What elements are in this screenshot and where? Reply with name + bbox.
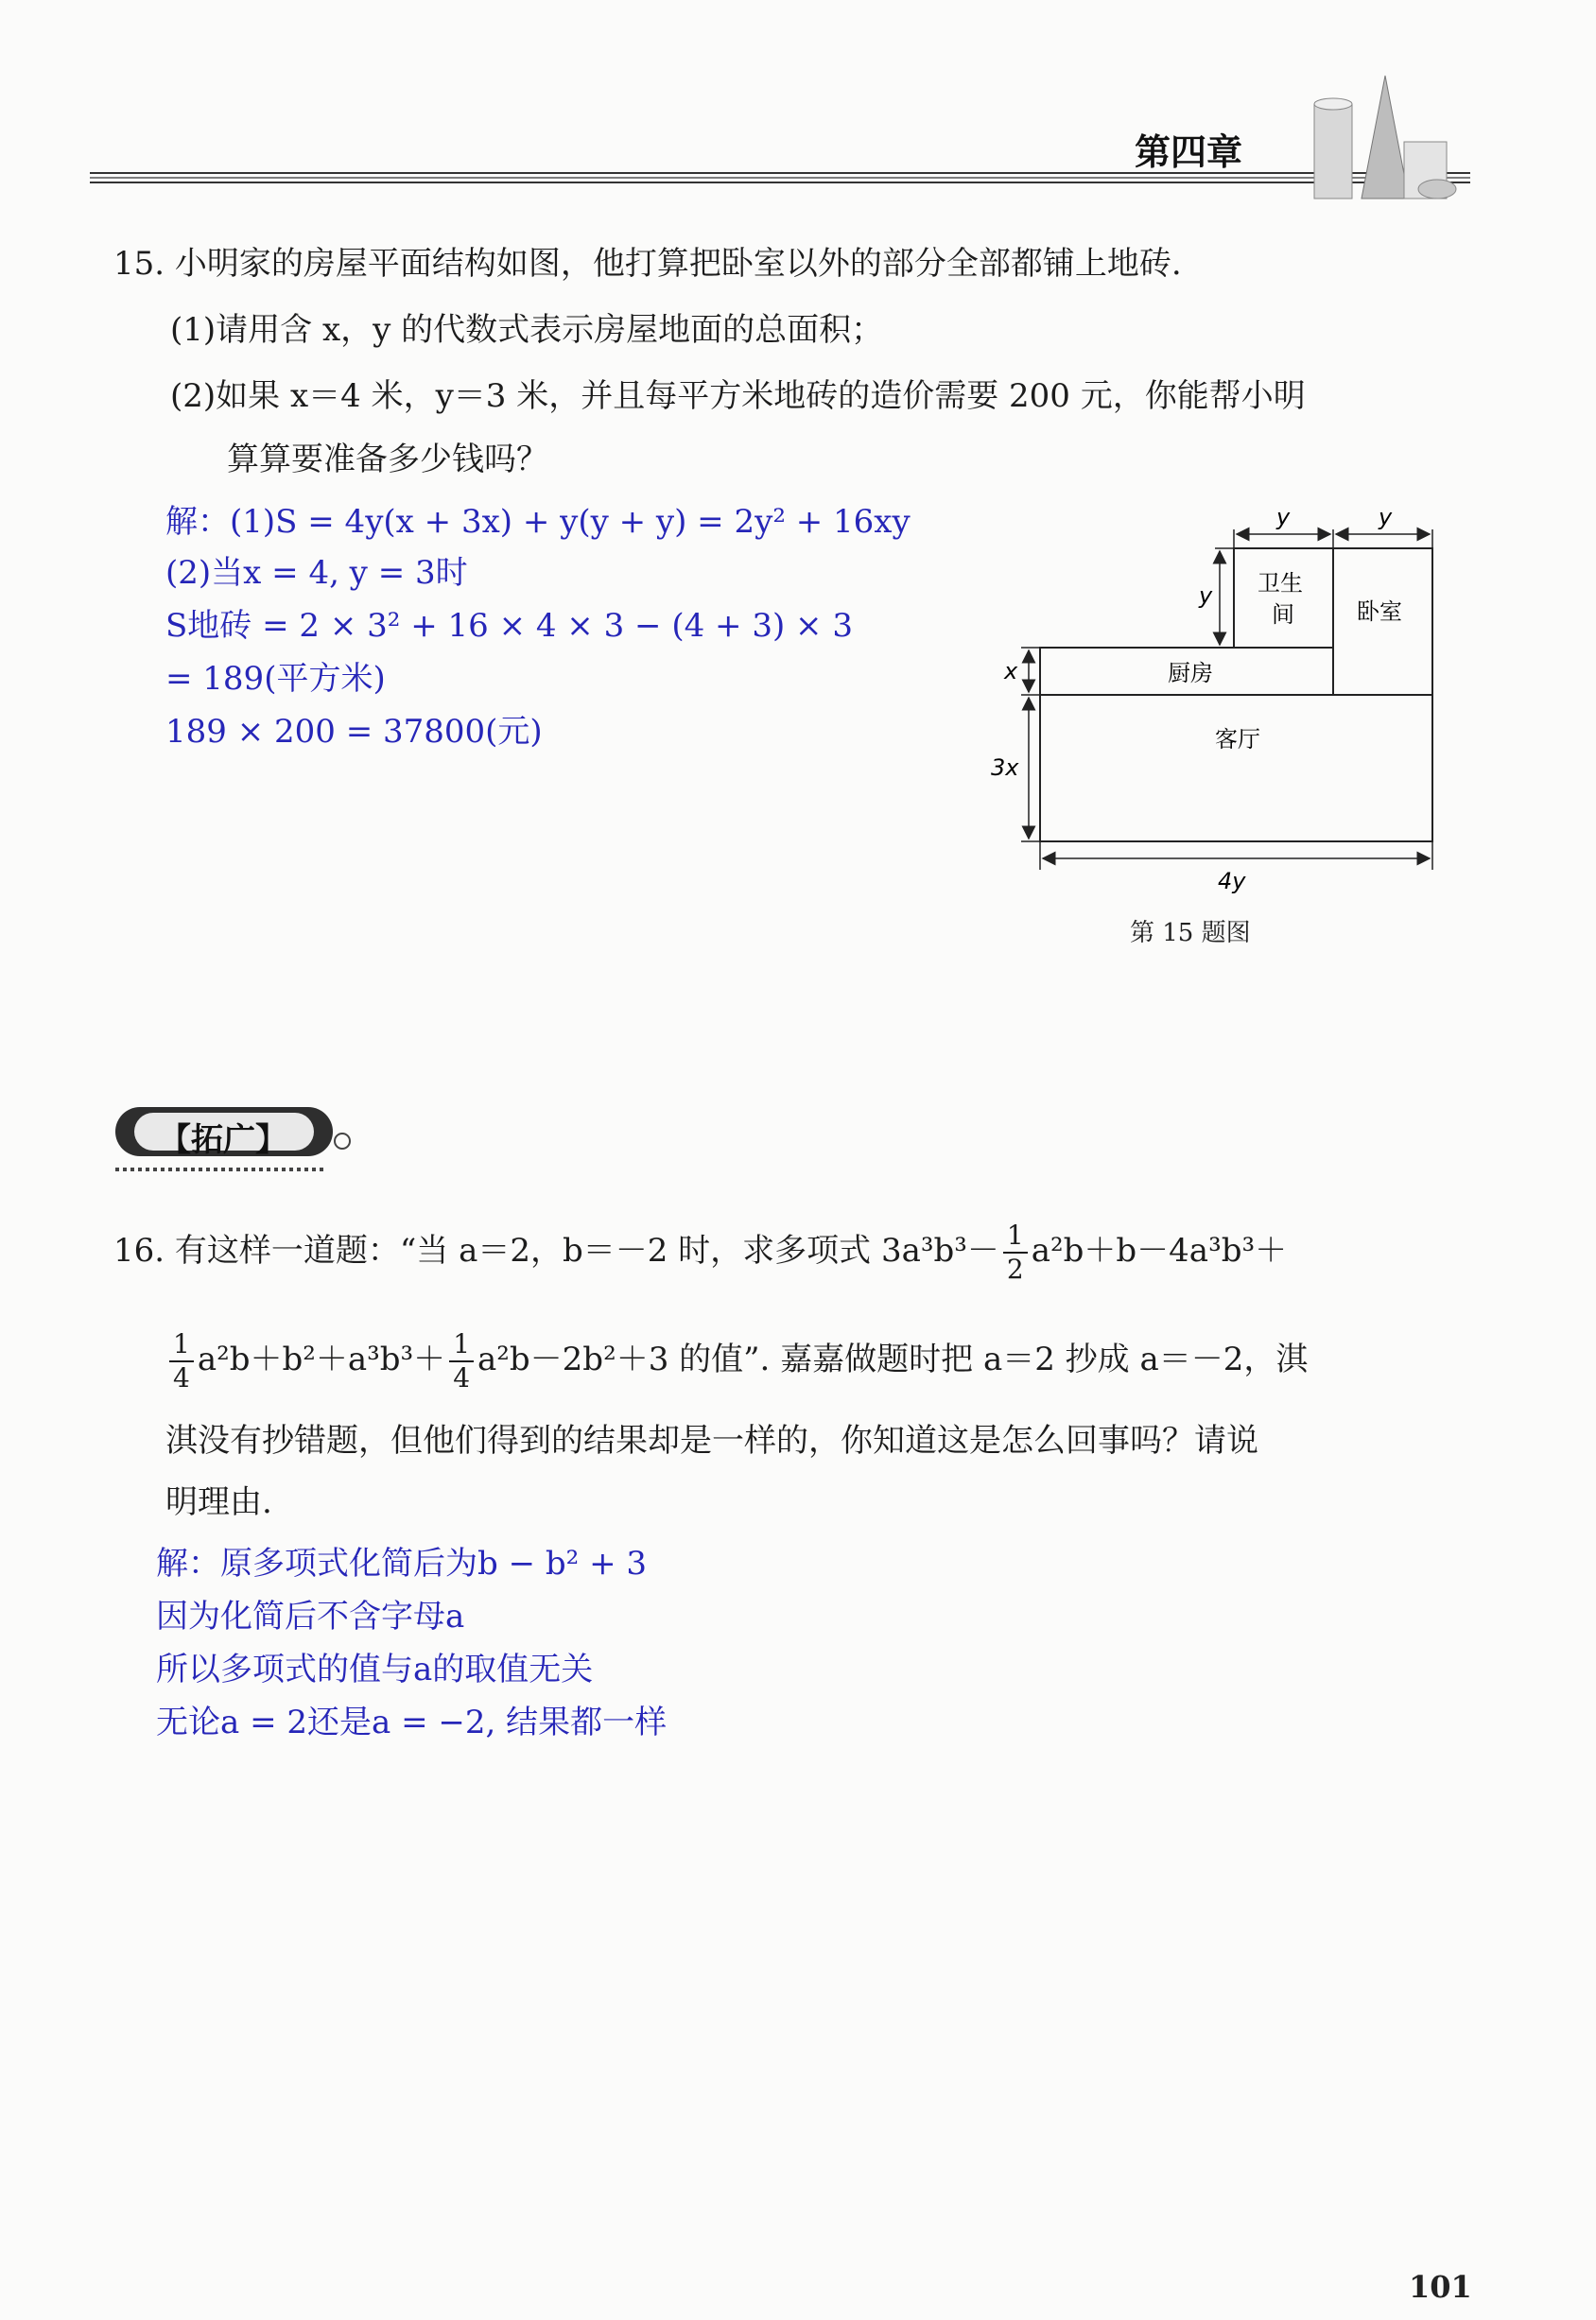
dim-side-y: y: [1199, 582, 1213, 609]
q16-line1-post: a²b＋b－4a³b³＋: [1031, 1232, 1288, 1270]
label-bathroom-2: 间: [1272, 601, 1294, 628]
q15-answer-line5: 189 × 200 = 37800(元): [165, 713, 543, 751]
fraction-half: $\frac{1}{2}$: [1003, 1220, 1028, 1286]
header-rule: [90, 170, 1470, 185]
dim-bottom-4y: 4y: [1218, 868, 1246, 894]
page-number: 101: [1409, 2269, 1472, 2305]
q16-answer-line2: 因为化简后不含字母a: [156, 1598, 465, 1636]
label-bathroom-1: 卫生: [1258, 570, 1303, 597]
q16-line1-pre: 16. 有这样一道题：“当 a＝2，b＝－2 时，求多项式 3a³b³－: [113, 1232, 999, 1270]
bathroom-room: [1234, 548, 1333, 648]
q16-line4: 明理由.: [165, 1483, 272, 1521]
floor-plan-diagram: [983, 492, 1475, 964]
q15-part1: (1)请用含 x，y 的代数式表示房屋地面的总面积；: [170, 311, 884, 349]
q15-answer-line4: = 189(平方米): [165, 660, 386, 698]
label-bedroom: 卧室: [1357, 598, 1402, 625]
dim-top-y1: y: [1276, 504, 1291, 530]
q15-part2-line2: 算算要准备多少钱吗？: [227, 441, 548, 478]
q16-line3: 淇没有抄错题，但他们得到的结果却是一样的，你知道这是怎么回事吗？请说: [165, 1422, 1258, 1460]
geometric-solids-icon: [1295, 66, 1466, 208]
q15-part2-line1: (2)如果 x＝4 米，y＝3 米，并且每平方米地砖的造价需要 200 元，你能帮小明: [170, 377, 1306, 415]
living-room: [1040, 695, 1432, 841]
figure-caption: 第 15 题图: [1130, 919, 1251, 947]
fraction-quarter-1: $\frac{1}{4}$: [169, 1328, 194, 1394]
q15-answer-line3: S地砖 = 2 × 3² + 16 × 4 × 3 − (4 + 3) × 3: [165, 607, 853, 645]
label-living: 客厅: [1215, 726, 1260, 753]
fraction-quarter-2: $\frac{1}{4}$: [449, 1328, 474, 1394]
q16-answer-line3: 所以多项式的值与a的取值无关: [156, 1651, 594, 1688]
q16-line1: [113, 1220, 1287, 1286]
chapter-title: 第四章: [1135, 130, 1243, 173]
q15-answer-line2: (2)当x = 4, y = 3时: [165, 554, 468, 592]
q16-line2-b: a²b－2b²＋3 的值”. 嘉嘉做题时把 a＝2 抄成 a＝－2，淇: [477, 1341, 1309, 1378]
dim-side-x: x: [1004, 658, 1018, 684]
label-kitchen: 厨房: [1168, 660, 1213, 686]
dim-side-3x: 3x: [991, 754, 1019, 781]
q15-answer-line1: 解：(1)S = 4y(x + 3x) + y(y + y) = 2y² + 16xy: [165, 503, 911, 541]
q15-stem: 15. 小明家的房屋平面结构如图，他打算把卧室以外的部分全部都铺上地砖.: [113, 245, 1182, 283]
q16-answer-line1: 解：原多项式化简后为b − b² + 3: [156, 1545, 647, 1583]
extension-label: 【拓广】: [159, 1121, 287, 1159]
q16-line2: [165, 1328, 1308, 1394]
q16-answer-line4: 无论a = 2还是a = −2, 结果都一样: [156, 1704, 668, 1741]
dim-top-y2: y: [1379, 504, 1393, 530]
q16-line2-a: a²b＋b²＋a³b³＋: [197, 1341, 446, 1378]
